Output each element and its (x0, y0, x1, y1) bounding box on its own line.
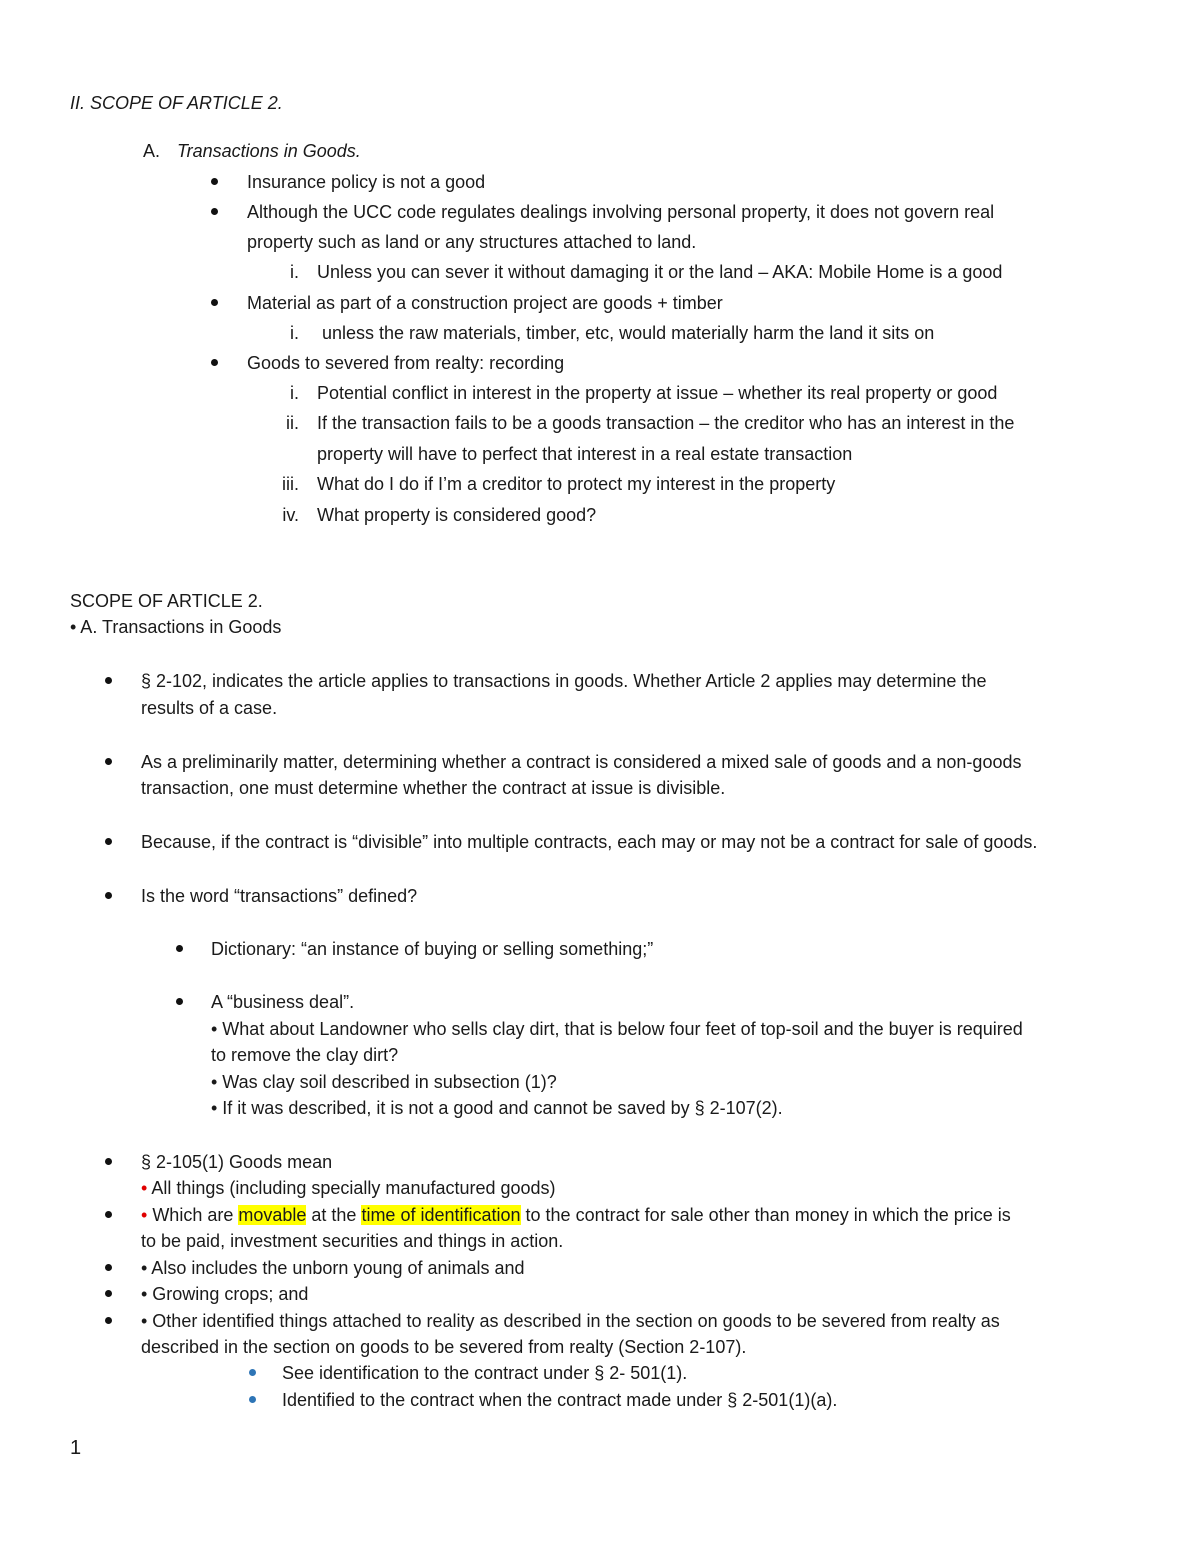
note-paragraph: Because, if the contract is “divisible” into multiple contracts, each may or may not be a contract for sale of goods. (141, 832, 1038, 852)
blue-bullet-marker (249, 1396, 256, 1403)
roman-marker: iv. (282, 505, 299, 525)
notes-subheading: • A. Transactions in Goods (70, 617, 282, 637)
roman-marker: i. (290, 383, 299, 403)
outline-item: Material as part of a construction project are goods + timber (247, 293, 723, 313)
roman-marker: i. (290, 262, 299, 282)
outline-item: Although the UCC code regulates dealings involving personal property, it does not govern real (247, 202, 995, 222)
note-paragraph-continuation: transaction, one must determine whether the contract at issue is divisible. (141, 778, 726, 798)
note-paragraph: As a preliminarily matter, determining whether a contract is considered a mixed sale of goods and a non-goods (141, 752, 1022, 772)
bullet-marker (105, 1264, 112, 1271)
note-subparagraph: See identification to the contract under § 2- 501(1). (282, 1363, 688, 1383)
note-paragraph: • Growing crops; and (141, 1284, 309, 1304)
note-paragraph-line: • All things (including specially manufactured goods) (141, 1178, 556, 1198)
bullet-marker (211, 208, 218, 215)
note-paragraph-continuation: to be paid, investment securities and things in action. (141, 1231, 564, 1251)
note-paragraph-continuation: results of a case. (141, 698, 278, 718)
bullet-marker (211, 359, 218, 366)
note-paragraph: § 2-105(1) Goods mean (141, 1152, 333, 1172)
bullet-marker (105, 892, 112, 899)
outline-item-continuation: property such as land or any structures attached to land. (247, 232, 697, 252)
bullet-marker (105, 1317, 112, 1324)
section-a-title: Transactions in Goods. (177, 141, 361, 161)
note-subparagraph-line: to remove the clay dirt? (211, 1045, 399, 1065)
outline-item: Goods to severed from realty: recording (247, 353, 565, 373)
page-number: 1 (70, 1437, 82, 1459)
outline-subitem: What do I do if I’m a creditor to protect my interest in the property (317, 474, 836, 494)
highlight-movable: movable (238, 1205, 307, 1225)
note-subparagraph: Dictionary: “an instance of buying or selling something;” (211, 939, 654, 959)
note-subparagraph-line: • What about Landowner who sells clay dirt, that is below four feet of top-soil and the buyer is required (211, 1019, 1023, 1039)
section-a-marker: A. (143, 141, 161, 161)
bullet-marker (211, 299, 218, 306)
red-bullet: • (141, 1205, 148, 1225)
note-subparagraph-line: • Was clay soil described in subsection (1)? (211, 1072, 557, 1092)
highlight-time-of-identification: time of identification (361, 1205, 521, 1225)
roman-marker: iii. (282, 474, 299, 494)
outline-subitem: Unless you can sever it without damaging it or the land – AKA: Mobile Home is a good (317, 262, 1003, 282)
bullet-marker (105, 1158, 112, 1165)
bullet-marker (105, 838, 112, 845)
bullet-marker (105, 1290, 112, 1297)
note-subparagraph: A “business deal”. (211, 992, 355, 1012)
bullet-marker (211, 178, 218, 185)
outline-subitem: If the transaction fails to be a goods transaction – the creditor who has an interest in the (317, 413, 1015, 433)
outline-subitem: What property is considered good? (317, 505, 597, 525)
note-subparagraph: Identified to the contract when the contract made under § 2-501(1)(a). (282, 1390, 838, 1410)
outline-heading: II. SCOPE OF ARTICLE 2. (70, 93, 283, 113)
note-paragraph-continuation: described in the section on goods to be severed from realty (Section 2-107). (141, 1337, 747, 1357)
outline-item: Insurance policy is not a good (247, 172, 486, 192)
roman-marker: ii. (286, 413, 299, 433)
note-paragraph: § 2-102, indicates the article applies to transactions in goods. Whether Article 2 applies may determine the (141, 671, 987, 691)
blue-bullet-marker (249, 1369, 256, 1376)
bullet-marker (105, 677, 112, 684)
note-paragraph: • Other identified things attached to reality as described in the section on goods to be severed from realty as (141, 1311, 1000, 1331)
red-bullet: • (141, 1178, 148, 1198)
bullet-marker (105, 1211, 112, 1218)
bullet-marker (105, 758, 112, 765)
note-subparagraph-line: • If it was described, it is not a good and cannot be saved by § 2-107(2). (211, 1098, 783, 1118)
note-paragraph: • Which are movable at the time of identification to the contract for sale other than money in which the price is (141, 1205, 1011, 1225)
bullet-marker (176, 998, 183, 1005)
note-paragraph: Is the word “transactions” defined? (141, 886, 418, 906)
note-paragraph: • Also includes the unborn young of animals and (141, 1258, 525, 1278)
roman-marker: i. (290, 323, 299, 343)
outline-subitem-continuation: property will have to perfect that interest in a real estate transaction (317, 444, 853, 464)
bullet-marker (176, 945, 183, 952)
outline-subitem: Potential conflict in interest in the property at issue – whether its real property or good (317, 383, 998, 403)
notes-heading: SCOPE OF ARTICLE 2. (70, 591, 263, 611)
outline-subitem: unless the raw materials, timber, etc, would materially harm the land it sits on (322, 323, 935, 343)
